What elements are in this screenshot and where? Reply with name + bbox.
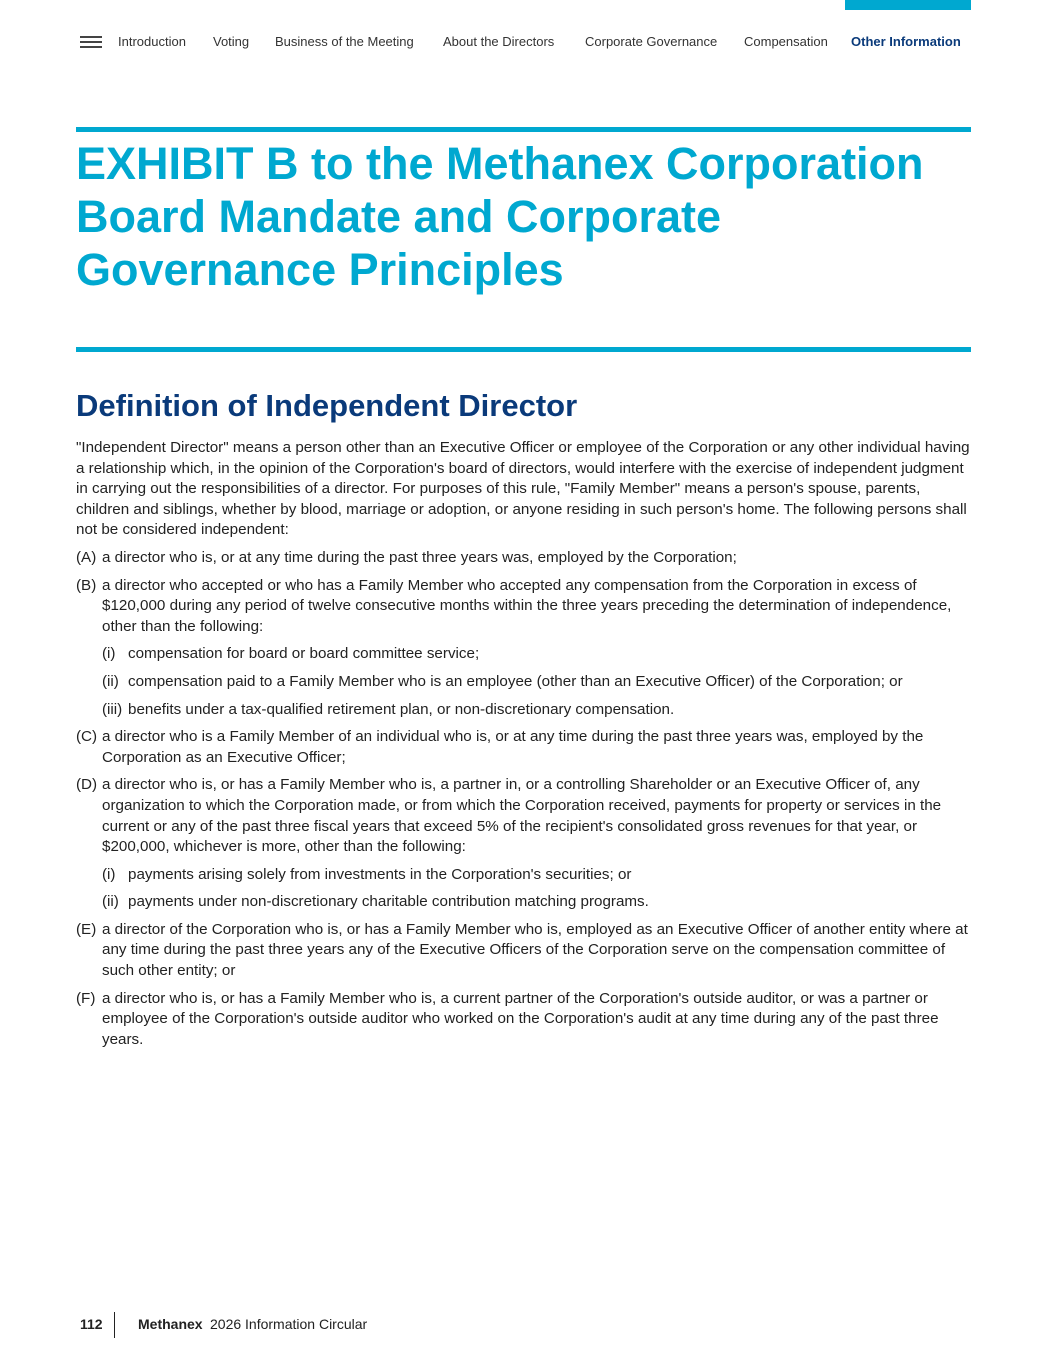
sub-item-b-i (102, 644, 974, 665)
nav-item-introduction[interactable]: Introduction (118, 34, 186, 49)
nav-item-voting[interactable]: Voting (213, 34, 250, 49)
sub-item-b-ii (102, 672, 974, 693)
sub-item-text: payments under non-discretionary charitable contribution matching programs. (128, 893, 649, 911)
list-marker: (C) (76, 728, 98, 746)
list-item-c (76, 727, 974, 768)
list-marker: (F) (76, 989, 96, 1007)
section-title: Definition of Independent Director (76, 388, 578, 423)
list-item-b (76, 576, 974, 638)
footer-brand: Methanex (138, 1316, 203, 1332)
list-item-text: a director who accepted or who has a Family Member who accepted any compensation from the Corporation in excess of $120,000 during any period of twelve consecutive months within the three years preceding the determination of independence, other than the following: (102, 576, 952, 635)
sub-marker: (i) (102, 645, 116, 663)
list-item-text: a director who is, or at any time during the past three years was, employed by the Corporation; (102, 548, 737, 566)
footer-document-title: 2026 Information Circular (210, 1316, 368, 1332)
page-title: EXHIBIT B to the Methanex Corporation Board Mandate and Corporate Governance Principles (76, 138, 924, 295)
hamburger-menu-icon[interactable] (80, 36, 102, 50)
page-number: 112 (80, 1316, 103, 1332)
definition-body (76, 438, 974, 1057)
sub-marker: (ii) (102, 672, 119, 690)
list-item-f (76, 989, 974, 1051)
intro-paragraph: "Independent Director" means a person other than an Executive Officer or employee of the Corporation or any other individual having a relationship which, in the opinion of the Corporation's board of directors, would interfere with the exercise of independent judgment in carrying out the responsibilities of a director. For purposes of this rule, "Family Member" means a person's spouse, parents, children and siblings, whether by blood, marriage or adoption, or anyone residing in such person's home. The following persons shall not be considered independent: (76, 439, 970, 539)
list-marker: (D) (76, 776, 98, 794)
sub-item-text: payments arising solely from investments in the Corporation's securities; or (128, 865, 632, 883)
sub-item-text: compensation for board or board committee service; (128, 645, 480, 663)
nav-item-business-of-the-meeting[interactable]: Business of the Meeting (275, 34, 414, 49)
sub-item-text: benefits under a tax-qualified retirement plan, or non-discretionary compensation. (128, 700, 675, 718)
nav-item-compensation[interactable]: Compensation (744, 34, 828, 49)
list-item-d (76, 775, 974, 857)
list-item-text: a director of the Corporation who is, or has a Family Member who is, employed as an Executive Officer of another entity where at any time during the past three years any of the Executive Officers of the Corporation serve on the compensation committee of such other entity; or (102, 920, 968, 980)
sub-item-b-iii (102, 700, 974, 721)
sub-item-d-ii (102, 892, 974, 913)
nav-item-corporate-governance[interactable]: Corporate Governance (585, 34, 718, 49)
sub-marker: (ii) (102, 893, 119, 911)
list-item-text: a director who is a Family Member of an individual who is, or at any time during the past three years was, employed by the Corporation as an Executive Officer; (102, 728, 924, 766)
sub-item-d-i (102, 865, 974, 886)
footer-divider (114, 1312, 115, 1338)
title-top-rule (76, 127, 971, 132)
sub-marker: (iii) (102, 700, 123, 718)
nav-item-about-the-directors[interactable]: About the Directors (443, 34, 555, 49)
list-marker: (B) (76, 576, 97, 594)
nav-active-accent-bar (845, 0, 971, 10)
list-item-a (76, 548, 974, 569)
list-item-e (76, 920, 974, 982)
nav-item-other-information[interactable]: Other Information (851, 34, 961, 49)
list-item-text: a director who is, or has a Family Member who is, a current partner of the Corporation's outside auditor, or was a partner or employee of the Corporation's outside auditor who worked on the Corporation's audit at any time during any of the past three years. (102, 989, 939, 1048)
list-marker: (A) (76, 548, 97, 566)
title-bottom-rule (76, 347, 971, 352)
list-item-text: a director who is, or has a Family Member who is, a partner in, or a controlling Shareholder or an Executive Officer of, any organization to which the Corporation made, or from which the Corporation received, payments for property or services in the current or any of the past three fiscal years that exceed 5% of the recipient's consolidated gross revenues for that year, or $200,000, whichever is more, other than the following: (102, 776, 942, 856)
sub-item-text: compensation paid to a Family Member who is an employee (other than an Executive Officer) of the Corporation; or (128, 672, 903, 690)
sub-marker: (i) (102, 865, 116, 883)
list-marker: (E) (76, 920, 97, 938)
